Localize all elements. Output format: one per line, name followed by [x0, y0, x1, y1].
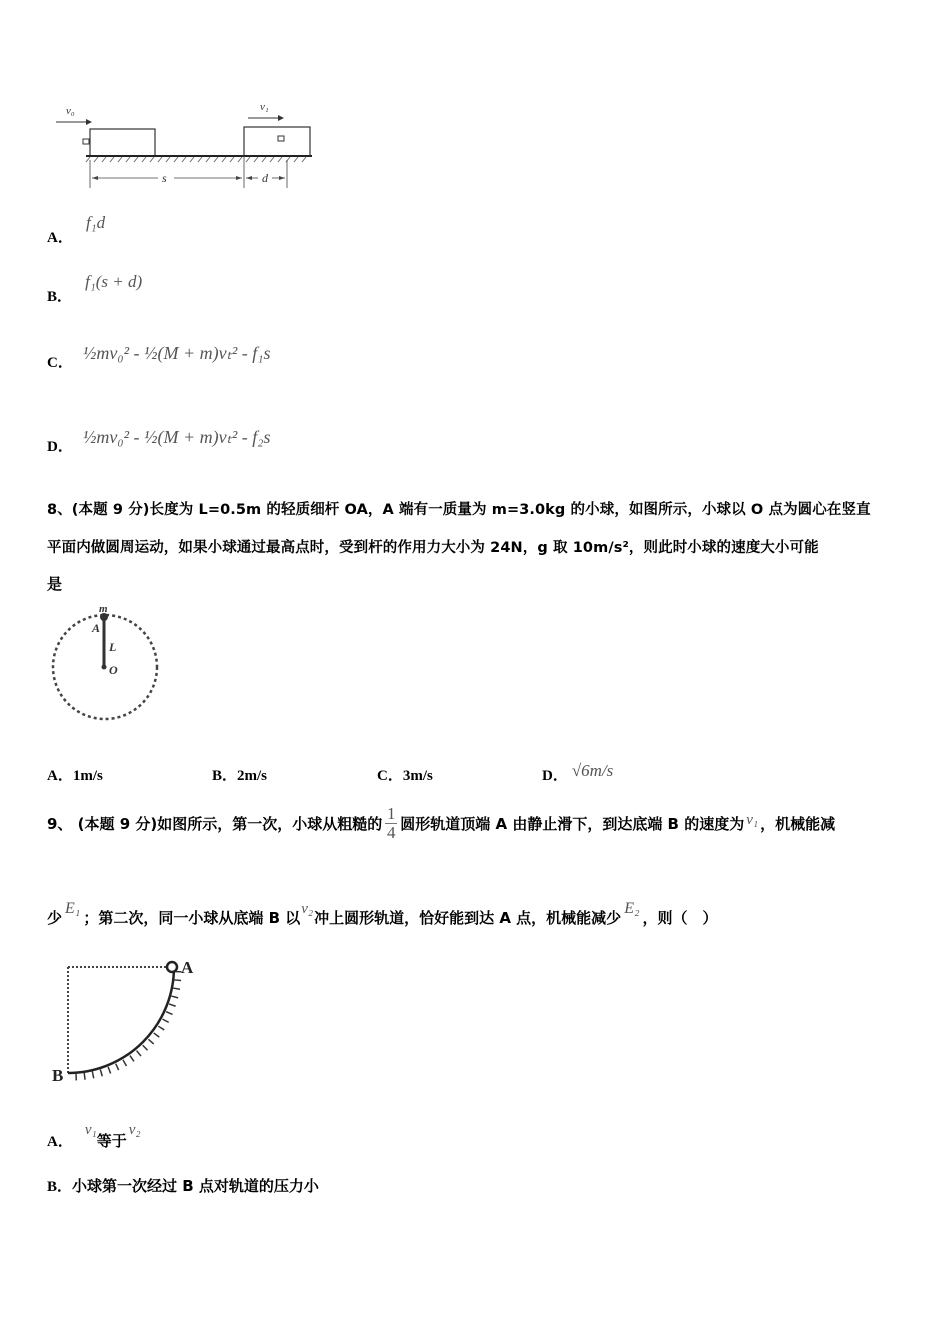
q7-option-d-label: D．: [47, 438, 73, 455]
q9-line-1-post: 圆形轨道顶端 A 由静止滑下，到达底端 B 的速度为: [400, 814, 745, 833]
q8-option-b[interactable]: [212, 764, 267, 785]
blocks-figure: [50, 96, 330, 192]
q8-option-a-label: A．: [47, 768, 73, 784]
q9-option-b-text: 小球第一次经过 B 点对轨道的压力小: [72, 1177, 319, 1195]
quarter-arc-track: [68, 967, 174, 1073]
q7-option-b-expr: f₁(s + d): [85, 272, 143, 291]
q9-quarter-fraction: [385, 805, 397, 842]
q8-option-a[interactable]: [47, 764, 103, 785]
fig3-a-label: A: [181, 958, 194, 977]
q9-option-a[interactable]: [47, 1120, 141, 1150]
fig2-l-label: L: [109, 640, 117, 654]
q8-option-c[interactable]: [377, 764, 433, 785]
fig1-v1-label: v₁: [260, 101, 269, 113]
fig1-s-label: s: [162, 171, 167, 185]
point-o: [102, 665, 107, 670]
q8-option-d[interactable]: [542, 760, 614, 784]
q9-frac-den: 4: [387, 822, 396, 842]
q7-option-d[interactable]: [47, 412, 271, 462]
q7-option-a[interactable]: [47, 212, 106, 246]
block-left: [90, 129, 155, 156]
q9-option-b-label: B．: [47, 1179, 73, 1195]
bullet-left: [83, 139, 89, 144]
q9-line-2-d: ，则（ ）: [642, 908, 718, 927]
fig2-o-label: O: [109, 663, 118, 677]
q8-option-d-text: √6m/s: [571, 761, 614, 780]
q8-line-3: 是: [47, 575, 63, 593]
q7-option-c[interactable]: [47, 328, 271, 378]
q9-line-2-a: 少: [47, 908, 63, 927]
fig2-a-label: A: [92, 621, 101, 635]
q8-option-c-label: C．: [377, 768, 403, 784]
q8-line-2: 平面内做圆周运动，如果小球通过最高点时，受到杆的作用力大小为 24N，g 取 10m/s²，则此时小球的速度大小可能: [47, 540, 819, 556]
q9-line-2-b: ；第二次，同一小球从底端 B 以: [83, 908, 301, 927]
q7-option-d-expr: ½mv₀² - ½(M + m)vₜ² - f₂s: [82, 426, 271, 447]
q9-e1: E₁: [65, 900, 81, 917]
q7-option-a-label: A．: [47, 230, 73, 246]
fig2-m-label: m: [99, 603, 108, 615]
q9-line-1: [47, 798, 835, 848]
q8-line-1: 8、(本题 9 分)长度为 L=0.5m 的轻质细杆 OA，A 端有一质量为 m=3.0kg 的小球，如图所示，小球以 O 点为圆心在竖直: [47, 502, 871, 518]
q7-option-c-label: C．: [47, 354, 73, 371]
block-right: [244, 127, 310, 156]
q9-e2: E₂: [624, 900, 640, 917]
bullet-right: [278, 136, 284, 141]
q8-option-a-text: 1m/s: [72, 768, 103, 784]
q8-option-c-text: 3m/s: [402, 768, 433, 784]
q9-line-2-c: 冲上圆形轨道，恰好能到达 A 点，机械能减少: [314, 908, 622, 927]
q8-option-b-text: 2m/s: [237, 768, 268, 784]
q9-v2: v₂: [301, 900, 314, 917]
q9-option-a-label: A．: [47, 1133, 73, 1150]
q9-line-2: [47, 900, 718, 934]
q9-frac-num: 1: [387, 803, 396, 823]
ball-at-a: [167, 962, 177, 972]
q7-option-b[interactable]: [47, 271, 143, 305]
q7-option-b-label: B．: [47, 289, 73, 305]
q7-option-c-expr: ½mv₀² - ½(M + m)vₜ² - f₁s: [82, 342, 271, 363]
q9-option-a-v2: v₂: [128, 1121, 141, 1138]
fig3-b-label: B: [52, 1066, 64, 1085]
q9-option-a-text: 等于: [96, 1131, 127, 1150]
q7-option-a-expr: f₁d: [85, 213, 106, 232]
fig1-d-label: d: [262, 171, 268, 185]
fig1-v0-label: v₀: [66, 105, 75, 117]
q9-line-1-pre: 9、 (本题 9 分)如图所示，第一次，小球从粗糙的: [47, 814, 383, 833]
q8-option-d-label: D．: [542, 768, 568, 784]
q9-option-a-v1: v₁: [84, 1121, 97, 1138]
circle-rod-figure: [45, 600, 165, 725]
q9-line-1-end: ，机械能减: [760, 814, 836, 833]
q9-v1: v₁: [746, 811, 759, 828]
q9-option-b[interactable]: [47, 1175, 319, 1196]
q8-option-b-label: B．: [212, 768, 238, 784]
quarter-track-figure: [48, 955, 208, 1087]
